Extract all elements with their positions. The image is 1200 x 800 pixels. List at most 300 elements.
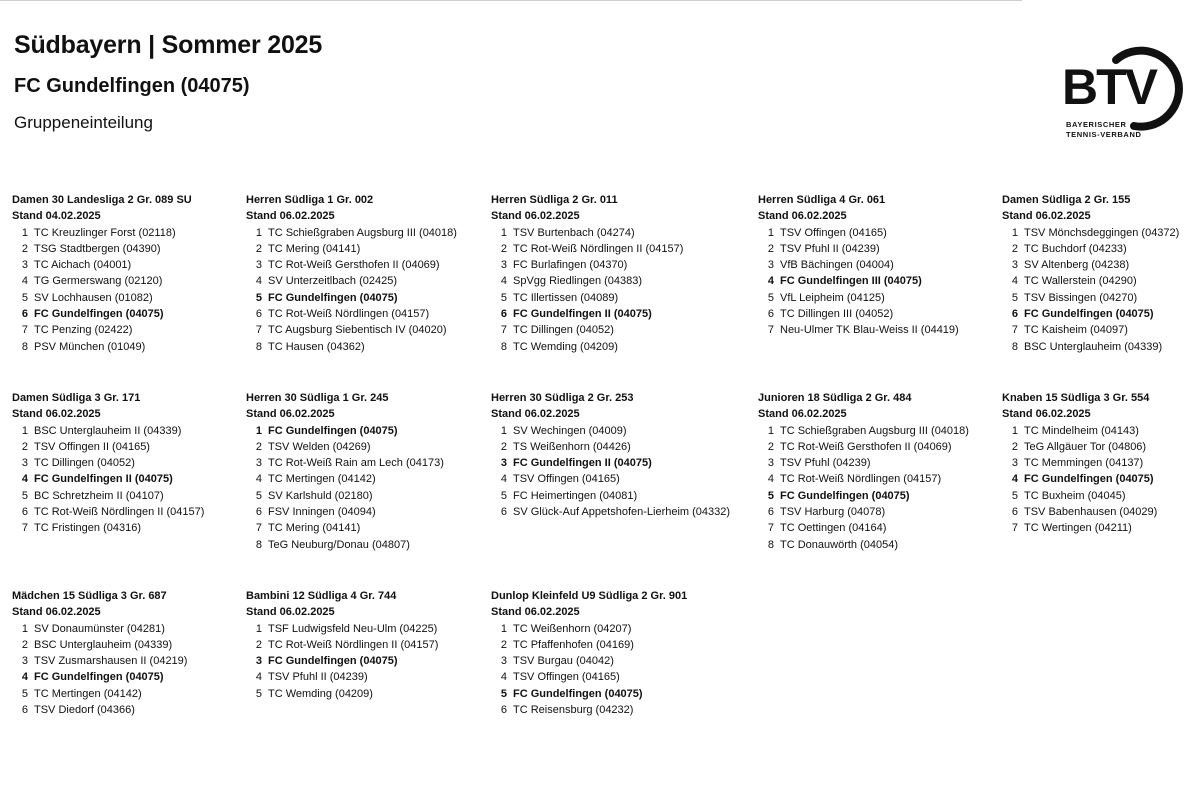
- team-name: BSC Unterglauheim II (04339): [34, 424, 182, 437]
- team-name: FC Gundelfingen (04075): [513, 687, 643, 700]
- group-date: Stand 06.02.2025: [246, 408, 335, 421]
- team-position: 6: [21, 704, 28, 717]
- team-name: TSV Babenhausen (04029): [1024, 506, 1158, 519]
- team-row: [12, 273, 192, 289]
- team-name: TC Augsburg Siebentisch IV (04020): [268, 324, 447, 337]
- team-row: [491, 423, 730, 439]
- team-position: 6: [1011, 506, 1018, 519]
- team-name: FC Gundelfingen (04075): [34, 671, 164, 684]
- team-row-own: [491, 455, 730, 471]
- team-name: TC Kaisheim (04097): [1024, 324, 1128, 337]
- team-name: FC Heimertingen (04081): [513, 489, 638, 502]
- team-name: TC Mindelheim (04143): [1024, 424, 1139, 437]
- group-title: Damen Südliga 2 Gr. 155: [1002, 194, 1131, 206]
- team-row-own: [491, 686, 687, 702]
- team-row: [246, 488, 444, 504]
- team-position: 2: [767, 440, 774, 453]
- group-title: Junioren 18 Südliga 2 Gr. 484: [758, 392, 912, 404]
- team-row: [491, 339, 683, 355]
- team-name: PSV München (01049): [34, 340, 146, 353]
- team-name: FC Gundelfingen III (04075): [780, 275, 922, 288]
- team-name: FC Gundelfingen II (04075): [34, 473, 173, 486]
- team-position: 6: [767, 506, 774, 519]
- team-name: TC Oettingen (04164): [780, 522, 887, 535]
- team-name: FC Gundelfingen (04075): [780, 489, 910, 502]
- team-position: 1: [21, 424, 28, 437]
- team-row: [246, 439, 444, 455]
- team-position: 2: [21, 440, 28, 453]
- team-row-own: [12, 669, 187, 685]
- group-title: Damen Südliga 3 Gr. 171: [12, 392, 141, 404]
- team-position: 6: [255, 308, 262, 321]
- team-name: TC Pfaffenhofen (04169): [513, 638, 634, 651]
- team-position: 3: [500, 655, 507, 668]
- team-name: TC Wemding (04209): [268, 687, 373, 700]
- team-row: [758, 455, 969, 471]
- group-date: Stand 06.02.2025: [246, 210, 335, 223]
- team-name: TSV Offingen II (04165): [34, 440, 150, 453]
- team-position: 5: [767, 489, 774, 502]
- team-name: TC Rot-Weiß Gersthofen II (04069): [268, 259, 440, 272]
- team-row: [491, 471, 730, 487]
- team-row: [12, 504, 204, 520]
- team-row: [1002, 520, 1157, 536]
- team-position: 8: [500, 340, 507, 353]
- team-name: TSV Diedorf (04366): [34, 704, 135, 717]
- team-row: [246, 225, 457, 241]
- team-position: 7: [255, 324, 262, 337]
- group-date: Stand 06.02.2025: [1002, 210, 1091, 223]
- team-position: 2: [500, 242, 507, 255]
- team-row: [1002, 257, 1179, 273]
- team-name: TC Rot-Weiß Nördlingen II (04157): [513, 242, 684, 255]
- team-position: 5: [255, 489, 262, 502]
- team-position: 7: [767, 522, 774, 535]
- team-row: [12, 339, 192, 355]
- logo-caption: [1066, 120, 1142, 140]
- team-position: 8: [1011, 340, 1018, 353]
- team-row: [1002, 322, 1179, 338]
- team-row: [1002, 423, 1157, 439]
- team-position: 6: [255, 506, 262, 519]
- team-position: 3: [1011, 457, 1018, 470]
- team-row-own: [758, 273, 959, 289]
- team-position: 3: [500, 259, 507, 272]
- team-position: 4: [1011, 275, 1018, 288]
- team-row: [758, 520, 969, 536]
- team-position: 7: [500, 324, 507, 337]
- team-position: 5: [1011, 489, 1018, 502]
- team-position: 3: [21, 259, 28, 272]
- team-name: TSV Bissingen (04270): [1024, 291, 1138, 304]
- team-row: [758, 423, 969, 439]
- group-date: Stand 06.02.2025: [12, 408, 101, 421]
- team-row: [12, 702, 187, 718]
- team-position: 5: [500, 489, 507, 502]
- team-name: TC Aichach (04001): [34, 259, 132, 272]
- group-block: [758, 192, 959, 339]
- team-row: [491, 273, 683, 289]
- team-row: [12, 241, 192, 257]
- team-row: [491, 669, 687, 685]
- group-block: [491, 192, 683, 355]
- team-position: 1: [500, 622, 507, 635]
- team-row: [491, 290, 683, 306]
- team-position: 3: [767, 457, 774, 470]
- group-date: Stand 06.02.2025: [491, 210, 580, 223]
- team-name: Neu-Ulmer TK Blau-Weiss II (04419): [780, 324, 959, 337]
- team-row: [1002, 504, 1157, 520]
- team-row: [758, 504, 969, 520]
- team-name: TeG Allgäuer Tor (04806): [1024, 440, 1147, 453]
- team-position: 1: [1011, 424, 1018, 437]
- group-title: Herren 30 Südliga 2 Gr. 253: [491, 392, 634, 404]
- team-row: [758, 241, 959, 257]
- team-name: TC Reisensburg (04232): [513, 704, 634, 717]
- team-row: [12, 520, 204, 536]
- team-name: TC Rot-Weiß Nördlingen (04157): [268, 308, 430, 321]
- team-row: [12, 686, 187, 702]
- club-name: FC Gundelfingen (04075): [14, 75, 250, 97]
- team-row: [758, 471, 969, 487]
- team-name: TC Rot-Weiß Nördlingen II (04157): [34, 506, 205, 519]
- team-row: [758, 537, 969, 553]
- team-name: TSV Mönchsdeggingen (04372): [1024, 226, 1180, 239]
- team-position: 2: [500, 638, 507, 651]
- team-name: TS Weißenhorn (04426): [513, 440, 631, 453]
- team-name: TC Wallerstein (04290): [1024, 275, 1137, 288]
- team-name: TC Mering (04141): [268, 522, 361, 535]
- team-name: SpVgg Riedlingen (04383): [513, 275, 643, 288]
- team-row: [12, 439, 204, 455]
- team-position: 5: [1011, 291, 1018, 304]
- svg-text:BTV: BTV: [1062, 59, 1156, 115]
- team-name: TSV Pfuhl II (04239): [780, 242, 880, 255]
- team-row: [246, 686, 438, 702]
- team-row: [246, 241, 457, 257]
- group-title: Knaben 15 Südliga 3 Gr. 554: [1002, 392, 1150, 404]
- team-position: 4: [500, 473, 507, 486]
- team-row: [12, 488, 204, 504]
- team-row: [758, 322, 959, 338]
- team-name: TC Rot-Weiß Rain am Lech (04173): [268, 457, 444, 470]
- team-row: [491, 637, 687, 653]
- team-position: 4: [767, 473, 774, 486]
- group-block: [758, 390, 969, 553]
- team-row: [246, 520, 444, 536]
- team-row: [758, 439, 969, 455]
- page-title: Südbayern | Sommer 2025: [14, 31, 323, 59]
- team-name: SV Unterzeitlbach (02425): [268, 275, 398, 288]
- group-title: Herren Südliga 1 Gr. 002: [246, 194, 374, 206]
- team-position: 5: [767, 291, 774, 304]
- team-row: [491, 322, 683, 338]
- group-date: Stand 06.02.2025: [491, 606, 580, 619]
- team-row-own: [758, 488, 969, 504]
- team-row: [1002, 225, 1179, 241]
- team-row: [246, 273, 457, 289]
- team-name: TSV Offingen (04165): [513, 473, 620, 486]
- team-position: 4: [255, 473, 262, 486]
- team-position: 1: [255, 424, 262, 437]
- team-name: TC Fristingen (04316): [34, 522, 141, 535]
- team-name: TC Dillingen III (04052): [780, 308, 894, 321]
- group-date: Stand 04.02.2025: [12, 210, 101, 223]
- team-row-own: [12, 306, 192, 322]
- group-block: [1002, 192, 1179, 355]
- team-row: [246, 257, 457, 273]
- team-row: [246, 621, 438, 637]
- team-name: TC Mertingen (04142): [268, 473, 376, 486]
- team-name: TC Kreuzlinger Forst (02118): [34, 226, 176, 239]
- group-date: Stand 06.02.2025: [491, 408, 580, 421]
- team-name: VfB Bächingen (04004): [780, 259, 894, 272]
- team-name: TC Rot-Weiß Nördlingen (04157): [780, 473, 942, 486]
- team-row: [491, 504, 730, 520]
- team-position: 2: [21, 242, 28, 255]
- team-position: 5: [21, 291, 28, 304]
- team-name: TSV Offingen (04165): [513, 671, 620, 684]
- team-position: 6: [21, 506, 28, 519]
- team-row: [491, 439, 730, 455]
- team-name: SV Wechingen (04009): [513, 424, 627, 437]
- team-position: 3: [255, 655, 262, 668]
- team-row: [491, 257, 683, 273]
- team-name: TC Rot-Weiß Gersthofen II (04069): [780, 440, 952, 453]
- team-name: FC Burlafingen (04370): [513, 259, 628, 272]
- team-row: [1002, 290, 1179, 306]
- group-block: [491, 390, 730, 520]
- team-row-own: [246, 423, 444, 439]
- team-row: [758, 257, 959, 273]
- team-name: TC Buchdorf (04233): [1024, 242, 1127, 255]
- team-row: [491, 621, 687, 637]
- group-date: Stand 06.02.2025: [758, 210, 847, 223]
- team-row: [246, 339, 457, 355]
- group-date: Stand 06.02.2025: [1002, 408, 1091, 421]
- team-name: TC Dillingen (04052): [34, 457, 135, 470]
- team-position: 4: [500, 275, 507, 288]
- team-position: 7: [21, 324, 28, 337]
- team-name: FC Gundelfingen II (04075): [513, 308, 652, 321]
- team-position: 3: [255, 259, 262, 272]
- team-row: [491, 488, 730, 504]
- team-name: SV Lochhausen (01082): [34, 291, 153, 304]
- team-row: [491, 225, 683, 241]
- team-name: TSV Pfuhl II (04239): [268, 671, 368, 684]
- group-title: Herren 30 Südliga 1 Gr. 245: [246, 392, 389, 404]
- team-position: 7: [1011, 324, 1018, 337]
- team-position: 7: [255, 522, 262, 535]
- team-row: [1002, 241, 1179, 257]
- team-row: [12, 257, 192, 273]
- team-name: TC Mering (04141): [268, 242, 361, 255]
- team-name: TC Mertingen (04142): [34, 687, 142, 700]
- team-position: 6: [500, 308, 507, 321]
- top-divider: [0, 0, 1022, 1]
- team-name: TSV Zusmarshausen II (04219): [34, 655, 188, 668]
- team-position: 5: [255, 291, 262, 304]
- team-name: TC Donauwörth (04054): [780, 538, 899, 551]
- team-row-own: [246, 653, 438, 669]
- team-row: [246, 322, 457, 338]
- team-position: 6: [21, 308, 28, 321]
- team-position: 5: [21, 489, 28, 502]
- team-position: 1: [500, 226, 507, 239]
- team-name: TC Illertissen (04089): [513, 291, 619, 304]
- team-position: 3: [500, 457, 507, 470]
- team-name: SV Donaumünster (04281): [34, 622, 165, 635]
- team-name: BSC Unterglauheim (04339): [1024, 340, 1163, 353]
- team-position: 8: [21, 340, 28, 353]
- group-block: [12, 390, 204, 537]
- team-row: [12, 455, 204, 471]
- team-position: 8: [255, 340, 262, 353]
- group-title: Mädchen 15 Südliga 3 Gr. 687: [12, 590, 167, 602]
- team-row: [12, 637, 187, 653]
- team-position: 4: [21, 275, 28, 288]
- team-name: TSV Pfuhl (04239): [780, 457, 871, 470]
- team-row-own: [491, 306, 683, 322]
- group-block: [491, 588, 687, 718]
- team-name: TC Wertingen (04211): [1024, 522, 1132, 535]
- team-row: [12, 653, 187, 669]
- group-title: Herren Südliga 4 Gr. 061: [758, 194, 886, 206]
- team-position: 1: [767, 226, 774, 239]
- team-position: 3: [21, 457, 28, 470]
- team-position: 3: [1011, 259, 1018, 272]
- team-row: [491, 702, 687, 718]
- team-name: TC Memmingen (04137): [1024, 457, 1144, 470]
- team-position: 2: [1011, 242, 1018, 255]
- team-name: TSV Offingen (04165): [780, 226, 887, 239]
- group-block: [12, 588, 187, 718]
- team-position: 7: [21, 522, 28, 535]
- team-name: FC Gundelfingen (04075): [1024, 308, 1154, 321]
- team-name: BC Schretzheim II (04107): [34, 489, 164, 502]
- team-name: TC Schießgraben Augsburg III (04018): [780, 424, 969, 437]
- team-name: TSF Ludwigsfeld Neu-Ulm (04225): [268, 622, 438, 635]
- team-name: TC Dillingen (04052): [513, 324, 614, 337]
- team-row: [246, 669, 438, 685]
- team-name: TSV Harburg (04078): [780, 506, 886, 519]
- team-position: 2: [767, 242, 774, 255]
- team-position: 4: [767, 275, 774, 288]
- team-position: 6: [767, 308, 774, 321]
- group-date: Stand 06.02.2025: [246, 606, 335, 619]
- team-position: 1: [1011, 226, 1018, 239]
- team-name: TC Hausen (04362): [268, 340, 365, 353]
- team-position: 3: [767, 259, 774, 272]
- team-row: [246, 504, 444, 520]
- team-name: SV Altenberg (04238): [1024, 259, 1130, 272]
- team-name: TC Rot-Weiß Nördlingen II (04157): [268, 638, 439, 651]
- team-name: SV Glück-Auf Appetshofen-Lierheim (04332): [513, 506, 731, 519]
- team-name: FC Gundelfingen (04075): [1024, 473, 1154, 486]
- team-name: BSC Unterglauheim (04339): [34, 638, 173, 651]
- team-row: [12, 322, 192, 338]
- team-name: TeG Neuburg/Donau (04807): [268, 538, 410, 551]
- team-name: TSV Burgau (04042): [513, 655, 614, 668]
- team-position: 1: [767, 424, 774, 437]
- team-position: 4: [1011, 473, 1018, 486]
- team-row: [1002, 273, 1179, 289]
- team-name: TC Weißenhorn (04207): [513, 622, 632, 635]
- team-position: 8: [255, 538, 262, 551]
- group-title: Damen 30 Landesliga 2 Gr. 089 SU: [12, 194, 192, 206]
- team-row: [758, 290, 959, 306]
- team-position: 2: [500, 440, 507, 453]
- team-name: FC Gundelfingen (04075): [34, 308, 164, 321]
- team-position: 6: [500, 506, 507, 519]
- btv-logo: [1060, 34, 1195, 144]
- team-position: 4: [255, 275, 262, 288]
- team-position: 2: [255, 638, 262, 651]
- group-date: Stand 06.02.2025: [12, 606, 101, 619]
- team-row-own: [1002, 471, 1157, 487]
- team-row: [1002, 339, 1179, 355]
- team-position: 5: [21, 687, 28, 700]
- team-row-own: [12, 471, 204, 487]
- logo-line-2: TENNIS-VERBAND: [1066, 130, 1142, 139]
- team-position: 5: [255, 687, 262, 700]
- team-position: 1: [21, 622, 28, 635]
- team-row: [491, 653, 687, 669]
- team-name: FC Gundelfingen (04075): [268, 424, 398, 437]
- team-row: [491, 241, 683, 257]
- group-block: [246, 588, 438, 702]
- team-row: [246, 455, 444, 471]
- team-name: TSV Welden (04269): [268, 440, 371, 453]
- team-name: SV Karlshuld (02180): [268, 489, 373, 502]
- team-row: [246, 306, 457, 322]
- group-block: [246, 192, 457, 355]
- group-title: Bambini 12 Südliga 4 Gr. 744: [246, 590, 397, 602]
- team-row: [1002, 439, 1157, 455]
- team-position: 6: [1011, 308, 1018, 321]
- logo-line-1: BAYERISCHER: [1066, 120, 1127, 129]
- team-name: TSV Burtenbach (04274): [513, 226, 635, 239]
- team-position: 4: [21, 473, 28, 486]
- team-row: [758, 225, 959, 241]
- team-position: 3: [255, 457, 262, 470]
- page-subtitle: Gruppeneinteilung: [14, 113, 153, 132]
- group-title: Herren Südliga 2 Gr. 011: [491, 194, 618, 206]
- group-block: [246, 390, 444, 553]
- team-position: 7: [767, 324, 774, 337]
- team-row: [12, 225, 192, 241]
- group-date: Stand 06.02.2025: [758, 408, 847, 421]
- team-name: TSG Stadtbergen (04390): [34, 242, 161, 255]
- team-position: 1: [255, 226, 262, 239]
- team-position: 4: [255, 671, 262, 684]
- team-position: 1: [21, 226, 28, 239]
- team-name: TC Buxheim (04045): [1024, 489, 1126, 502]
- team-position: 6: [500, 704, 507, 717]
- team-name: TG Germerswang (02120): [34, 275, 163, 288]
- team-position: 5: [500, 291, 507, 304]
- team-row: [12, 290, 192, 306]
- team-position: 4: [500, 671, 507, 684]
- team-row: [246, 471, 444, 487]
- team-name: TC Wemding (04209): [513, 340, 618, 353]
- team-name: FC Gundelfingen (04075): [268, 655, 398, 668]
- team-position: 5: [500, 687, 507, 700]
- team-row: [758, 306, 959, 322]
- team-position: 2: [1011, 440, 1018, 453]
- team-row-own: [246, 290, 457, 306]
- team-position: 3: [21, 655, 28, 668]
